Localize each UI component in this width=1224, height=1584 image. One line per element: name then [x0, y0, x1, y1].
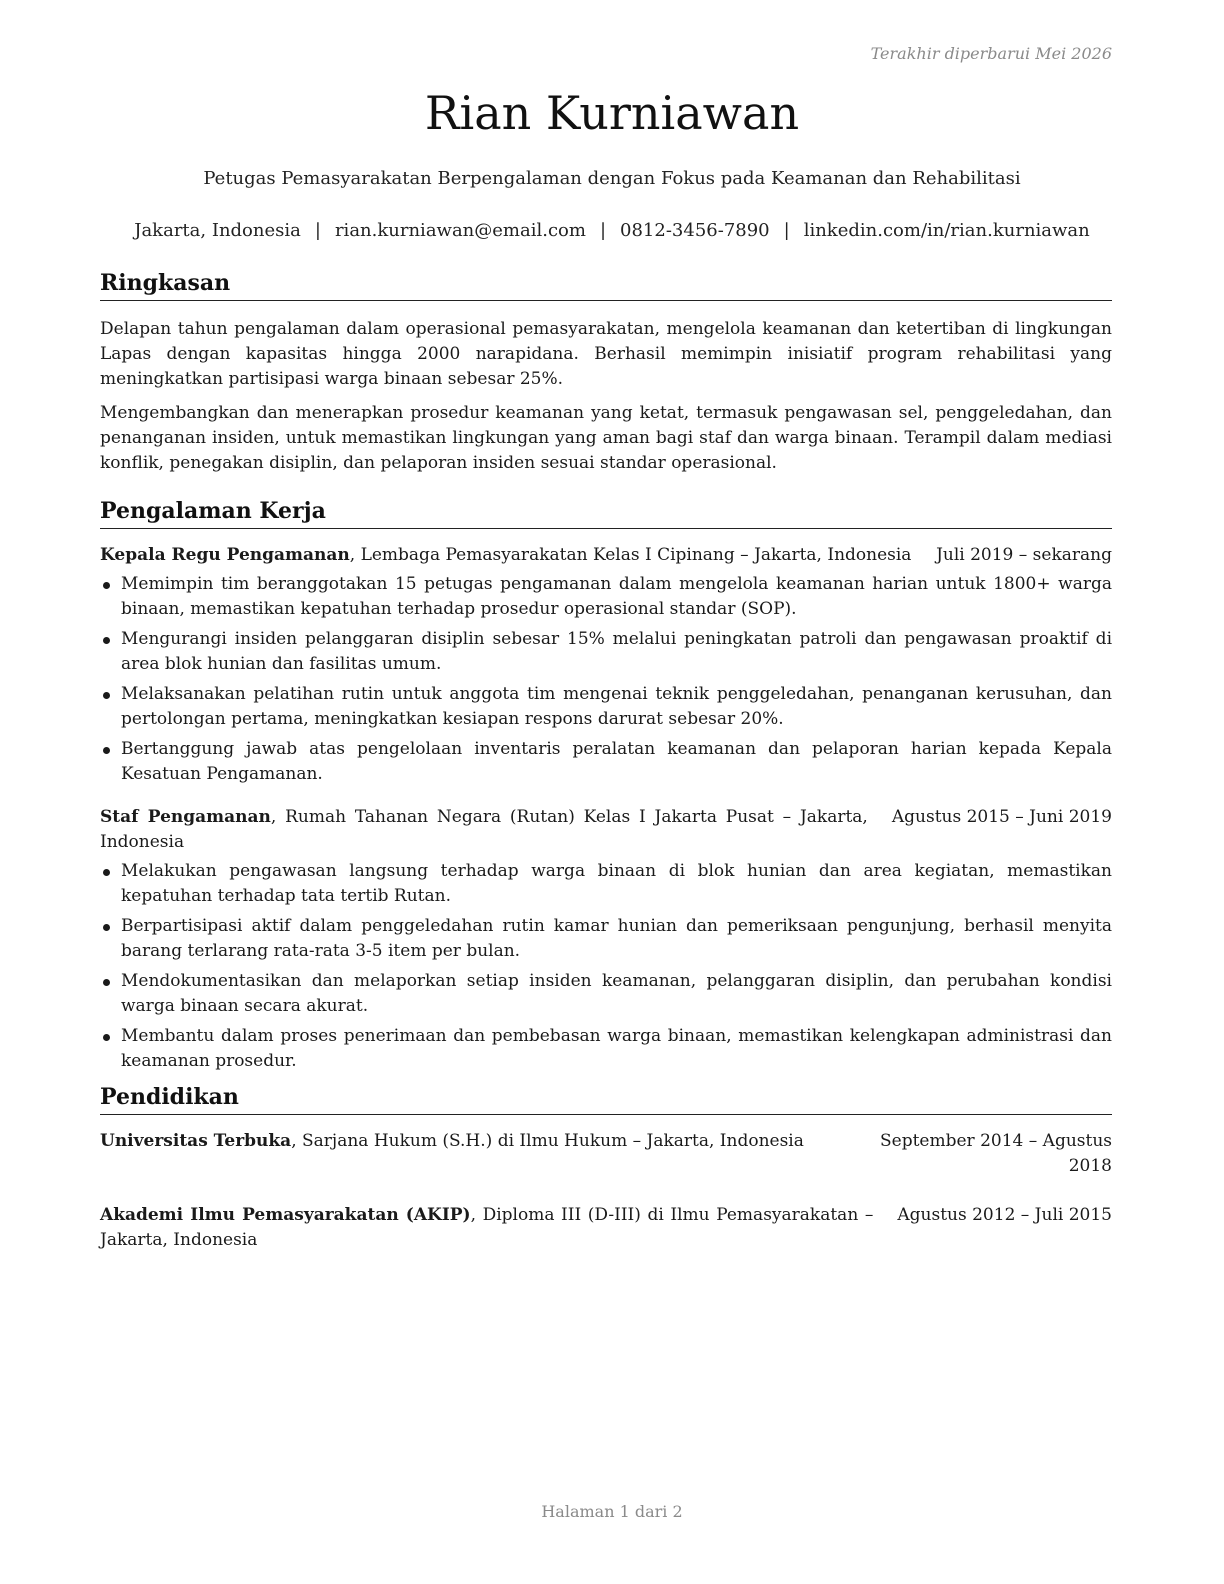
section-title-experience: Pengalaman Kerja	[100, 496, 1112, 529]
resume-content	[100, 268, 1112, 1253]
list-item	[100, 969, 1112, 1019]
job-entry	[100, 543, 1112, 787]
education-dates: Agustus 2012 – Juli 2015	[897, 1205, 1112, 1225]
list-item	[100, 682, 1112, 732]
bullet-text: Berpartisipasi aktif dalam penggeledahan rutin kamar hunian dan pemeriksaan pengunjung, berhasil menyita barang terlarang rata-rata 3-5 item per bulan.	[121, 916, 1112, 961]
job-dates: Juli 2019 – sekarang	[936, 545, 1112, 565]
job-dates: Agustus 2015 – Juni 2019	[891, 807, 1112, 827]
bullet-text: Memimpin tim beranggotakan 15 petugas pengamanan dalam mengelola keamanan harian untuk 1800+ warga binaan, memastikan kepatuhan terhadap prosedur operasional standar (SOP).	[121, 574, 1112, 619]
job-employer: , Lembaga Pemasyarakatan Kelas I Cipinang – Jakarta, Indonesia	[349, 545, 912, 565]
list-item	[100, 1024, 1112, 1074]
bullet-text: Membantu dalam proses penerimaan dan pembebasan warga binaan, memastikan kelengkapan administrasi dan keamanan prosedur.	[121, 1026, 1112, 1071]
contact-email[interactable]: rian.kurniawan@email.com	[334, 220, 586, 241]
education-header	[100, 1129, 1112, 1179]
summary-paragraph: Delapan tahun pengalaman dalam operasional pemasyarakatan, mengelola keamanan dan ketertiban di lingkungan Lapas dengan kapasitas hingga 2000 narapidana. Berhasil memimpin inisiatif program rehabilitasi yang meningkatkan partisipasi warga binaan sebesar 25%.	[100, 319, 1112, 389]
job-title-line	[100, 543, 936, 568]
education-entry	[100, 1129, 1112, 1179]
contact-separator: |	[783, 220, 790, 241]
contact-phone: 0812-3456-7890	[620, 220, 770, 241]
education-title-line	[100, 1203, 897, 1253]
section-title-education: Pendidikan	[100, 1082, 1112, 1115]
job-employer: , Rumah Tahanan Negara (Rutan) Kelas I Jakarta Pusat – Jakarta, Indonesia	[100, 807, 868, 852]
bullet-text: Mengurangi insiden pelanggaran disiplin sebesar 15% melalui peningkatan patroli dan pengawasan proaktif di area blok hunian dan fasilitas umum.	[121, 629, 1112, 674]
list-item	[100, 914, 1112, 964]
list-item	[100, 859, 1112, 909]
bullet-icon	[103, 869, 110, 876]
page-number: Halaman 1 dari 2	[541, 1502, 683, 1521]
bullet-icon	[103, 692, 110, 699]
job-header	[100, 805, 1112, 855]
bullet-icon	[103, 582, 110, 589]
contact-linkedin[interactable]: linkedin.com/in/rian.kurniawan	[803, 220, 1090, 241]
bullet-icon	[103, 1034, 110, 1041]
summary-paragraph: Mengembangkan dan menerapkan prosedur keamanan yang ketat, termasuk pengawasan sel, penggeledahan, dan penanganan insiden, untuk memastikan lingkungan yang aman bagi staf dan warga binaan. Terampil dalam mediasi konflik, penegakan disiplin, dan pelaporan insiden sesuai standar operasional.	[100, 403, 1112, 473]
education-title-line	[100, 1129, 876, 1179]
bullet-text: Mendokumentasikan dan melaporkan setiap insiden keamanan, pelanggaran disiplin, dan perubahan kondisi warga binaan secara akurat.	[121, 971, 1112, 1016]
bullet-icon	[103, 747, 110, 754]
contact-line	[0, 220, 1224, 241]
contact-separator: |	[314, 220, 321, 241]
job-role: Kepala Regu Pengamanan	[100, 545, 350, 565]
section-title-summary: Ringkasan	[100, 268, 1112, 301]
education-dates: September 2014 – Agustus 2018	[880, 1131, 1112, 1176]
job-entry	[100, 805, 1112, 1074]
candidate-name: Rian Kurniawan	[424, 86, 800, 140]
bullet-text: Bertanggung jawab atas pengelolaan inventaris peralatan keamanan dan pelaporan harian kepada Kepala Kesatuan Pengamanan.	[121, 739, 1112, 784]
bullet-icon	[103, 979, 110, 986]
contact-separator: |	[599, 220, 607, 241]
list-item	[100, 572, 1112, 622]
job-header	[100, 543, 1112, 568]
list-item	[100, 627, 1112, 677]
list-item	[100, 737, 1112, 787]
education-degree: , Sarjana Hukum (S.H.) di Ilmu Hukum – Jakarta, Indonesia	[291, 1131, 804, 1151]
contact-location: Jakarta, Indonesia	[134, 220, 301, 241]
bullet-icon	[103, 924, 110, 931]
education-entry	[100, 1203, 1112, 1253]
bullet-text: Melaksanakan pelatihan rutin untuk anggota tim mengenai teknik penggeledahan, penanganan kerusuhan, dan pertolongan pertama, meningkatkan kesiapan respons darurat sebesar 20%.	[121, 684, 1112, 729]
education-degree: , Diploma III (D-III) di Ilmu Pemasyarakatan – Jakarta, Indonesia	[100, 1205, 874, 1250]
bullet-icon	[103, 637, 110, 644]
education-school: Akademi Ilmu Pemasyarakatan (AKIP)	[100, 1205, 471, 1225]
job-bullets	[100, 572, 1112, 787]
last-updated: Terakhir diperbarui Mei 2026	[870, 44, 1112, 63]
job-bullets	[100, 859, 1112, 1074]
tagline: Petugas Pemasyarakatan Berpengalaman dengan Fokus pada Keamanan dan Rehabilitasi	[203, 168, 1021, 189]
education-header	[100, 1203, 1112, 1253]
education-school: Universitas Terbuka	[100, 1131, 292, 1151]
job-role: Staf Pengamanan	[100, 807, 271, 827]
job-title-line	[100, 805, 892, 855]
bullet-text: Melakukan pengawasan langsung terhadap warga binaan di blok hunian dan area kegiatan, memastikan kepatuhan terhadap tata tertib Rutan.	[121, 861, 1112, 906]
